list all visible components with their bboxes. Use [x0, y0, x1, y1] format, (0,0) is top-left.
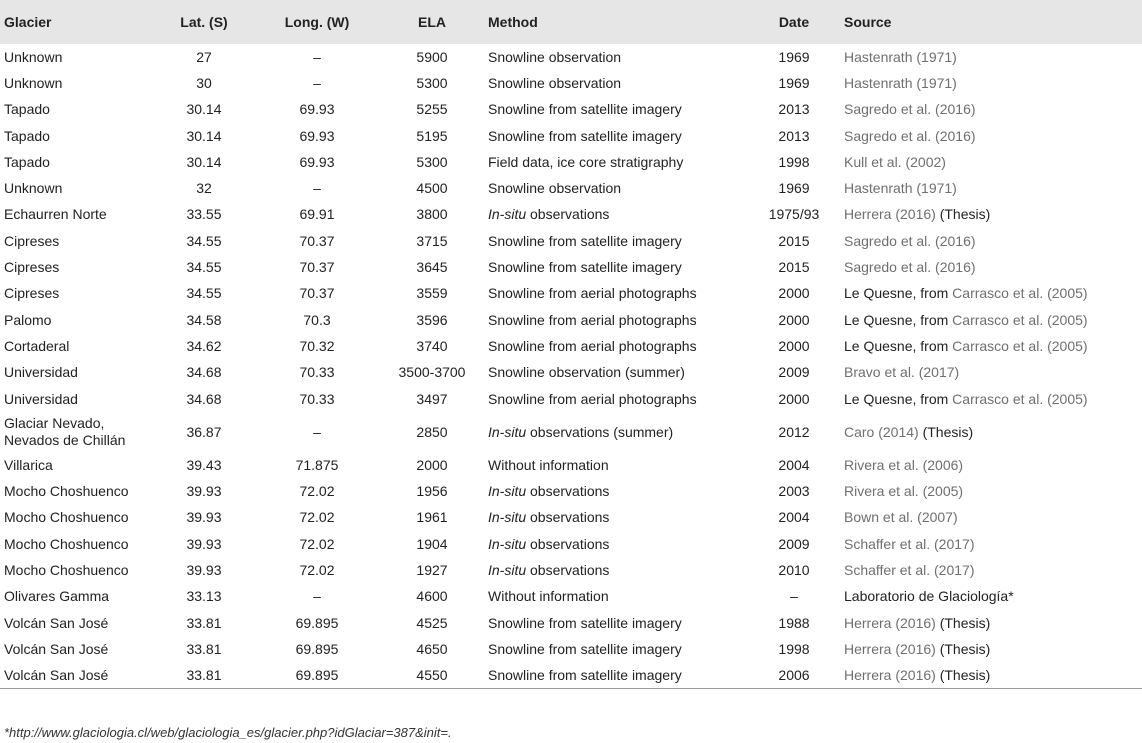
source-prefix: Le Quesne, from	[844, 337, 953, 354]
table-body	[0, 44, 1142, 689]
source-link[interactable]: Schaffer et al. (2017)	[844, 535, 975, 552]
cell-date: 2013	[778, 101, 810, 118]
cell-glacier: Unknown	[4, 48, 63, 65]
cell-lat: 27	[196, 48, 212, 65]
cell-ela: 3559	[416, 285, 448, 302]
cell-long: 70.33	[299, 364, 335, 381]
cell-ela: 1927	[416, 561, 448, 578]
cell-method: Field data, ice core stratigraphy	[488, 153, 684, 170]
cell-lat: 33.81	[186, 666, 222, 683]
cell-method: Snowline observation	[488, 180, 622, 197]
cell-glacier: Cipreses	[4, 232, 60, 249]
cell-glacier: Cortaderal	[4, 337, 70, 354]
cell-long: 72.02	[299, 561, 335, 578]
cell-lat: 39.43	[186, 456, 222, 473]
cell-lat: 33.81	[186, 640, 222, 657]
cell-source	[844, 663, 1142, 689]
table-row	[0, 307, 1142, 333]
method-text: observations (summer)	[526, 423, 674, 440]
header-ela: ELA	[418, 14, 446, 30]
cell-method: Snowline from satellite imagery	[488, 666, 682, 683]
cell-lat: 39.93	[186, 535, 222, 552]
table-row	[0, 149, 1142, 175]
cell-date: 2013	[778, 127, 810, 144]
cell-date: 2004	[778, 456, 810, 473]
method-text: observations	[526, 535, 610, 552]
cell-long: 69.895	[295, 666, 339, 683]
method-italic: In-situ	[488, 206, 527, 223]
cell-glacier: Villarica	[4, 456, 53, 473]
table-row	[0, 228, 1142, 254]
cell-glacier: Cipreses	[4, 285, 60, 302]
source-suffix: (Thesis)	[935, 614, 991, 631]
cell-source	[844, 228, 1142, 254]
cell-date: 2012	[778, 423, 810, 440]
source-prefix: Le Quesne, from	[844, 390, 953, 407]
cell-glacier: Mocho Choshuenco	[4, 561, 129, 578]
cell-ela: 3740	[416, 337, 448, 354]
cell-source	[844, 97, 1142, 123]
cell-source	[844, 202, 1142, 228]
cell-long: –	[313, 48, 321, 65]
cell-long: 69.895	[295, 640, 339, 657]
source-link[interactable]: Bown et al. (2007)	[844, 509, 958, 526]
cell-source	[844, 123, 1142, 149]
cell-source	[844, 610, 1142, 636]
cell-method: Snowline from aerial photographs	[488, 390, 697, 407]
source-link[interactable]: Caro (2014)	[844, 423, 919, 440]
cell-date: 2006	[778, 666, 810, 683]
source-link[interactable]: Herrera (2016)	[844, 640, 936, 657]
cell-date: 1998	[778, 640, 810, 657]
cell-lat: 34.55	[186, 232, 222, 249]
cell-method	[488, 202, 750, 228]
cell-glacier: Unknown	[4, 180, 63, 197]
header-date: Date	[778, 14, 810, 30]
header-glacier: Glacier	[4, 14, 52, 30]
source-suffix: (Thesis)	[935, 206, 991, 223]
glacier-name: Glaciar Nevado,	[4, 415, 105, 432]
cell-long: 70.33	[299, 390, 335, 407]
source-link[interactable]: Sagredo et al. (2016)	[844, 232, 976, 249]
cell-method: Snowline from aerial photographs	[488, 311, 697, 328]
cell-glacier	[0, 412, 150, 452]
table-row	[0, 360, 1142, 386]
cell-method: Without information	[488, 456, 609, 473]
cell-source	[844, 584, 1142, 610]
table-row	[0, 557, 1142, 583]
cell-date: 2015	[778, 259, 810, 276]
cell-date: 2010	[778, 561, 810, 578]
cell-glacier: Palomo	[4, 311, 52, 328]
source-link[interactable]: Carrasco et al. (2005)	[952, 337, 1088, 354]
cell-long: 69.93	[299, 127, 335, 144]
cell-ela: 3497	[416, 390, 448, 407]
cell-ela: 1961	[416, 509, 448, 526]
cell-lat: 39.93	[186, 561, 222, 578]
cell-long: 70.3	[303, 311, 331, 328]
cell-long: –	[313, 588, 321, 605]
cell-method	[488, 412, 750, 452]
method-text: observations	[526, 483, 610, 500]
table-row	[0, 505, 1142, 531]
cell-glacier: Tapado	[4, 101, 50, 118]
cell-ela: 3645	[416, 259, 448, 276]
cell-method: Snowline from satellite imagery	[488, 101, 682, 118]
cell-glacier: Olivares Gamma	[4, 588, 110, 605]
source-link[interactable]: Herrera (2016)	[844, 614, 936, 631]
cell-glacier: Mocho Choshuenco	[4, 509, 129, 526]
cell-source	[844, 307, 1142, 333]
cell-ela: 5255	[416, 101, 448, 118]
cell-glacier: Echaurren Norte	[4, 206, 107, 223]
cell-method	[488, 478, 750, 504]
table-row	[0, 44, 1142, 70]
cell-lat: 34.68	[186, 364, 222, 381]
cell-source	[844, 412, 1142, 452]
source-link[interactable]: Sagredo et al. (2016)	[844, 101, 976, 118]
cell-glacier: Mocho Choshuenco	[4, 483, 129, 500]
footnote: *http://www.glaciologia.cl/web/glaciologia_es/glacier.php?idGlaciar=387&init=.	[4, 725, 452, 740]
cell-date: 2004	[778, 509, 810, 526]
table-row	[0, 254, 1142, 280]
cell-date: 2000	[778, 285, 810, 302]
cell-ela: 4550	[416, 666, 448, 683]
source-suffix: (Thesis)	[918, 423, 974, 440]
table-row	[0, 333, 1142, 359]
table-row	[0, 531, 1142, 557]
cell-long: 72.02	[299, 509, 335, 526]
method-text: observations	[526, 509, 610, 526]
cell-ela: 2850	[416, 423, 448, 440]
table-row	[0, 97, 1142, 123]
cell-source	[844, 557, 1142, 583]
cell-method	[488, 531, 750, 557]
cell-lat: 39.93	[186, 483, 222, 500]
cell-date: 2009	[778, 364, 810, 381]
cell-long: 69.91	[299, 206, 335, 223]
method-italic: In-situ	[488, 509, 527, 526]
source-prefix: Le Quesne, from	[844, 285, 953, 302]
cell-glacier: Volcán San José	[4, 640, 109, 657]
cell-method: Snowline from aerial photographs	[488, 285, 697, 302]
cell-long: 69.895	[295, 614, 339, 631]
cell-source	[844, 478, 1142, 504]
cell-lat: 32	[196, 180, 212, 197]
source-link[interactable]: Herrera (2016)	[844, 666, 936, 683]
cell-lat: 30	[196, 74, 212, 91]
source-text: Laboratorio de Glaciología*	[844, 588, 1014, 605]
cell-method: Snowline from satellite imagery	[488, 640, 682, 657]
cell-lat: 34.55	[186, 285, 222, 302]
source-link[interactable]: Sagredo et al. (2016)	[844, 259, 976, 276]
table-row	[0, 281, 1142, 307]
cell-ela: 4650	[416, 640, 448, 657]
cell-source	[844, 636, 1142, 662]
cell-date: 1969	[778, 74, 810, 91]
source-suffix: (Thesis)	[935, 640, 991, 657]
table-row	[0, 123, 1142, 149]
table-row	[0, 412, 1142, 452]
cell-glacier: Volcán San José	[4, 666, 109, 683]
source-link[interactable]: Hastenrath (1971)	[844, 180, 957, 197]
cell-source	[844, 149, 1142, 175]
cell-ela: 5900	[416, 48, 448, 65]
cell-lat: 30.14	[186, 153, 222, 170]
glacier-name-line2: Nevados de Chillán	[4, 432, 126, 449]
cell-ela: 5195	[416, 127, 448, 144]
source-link[interactable]: Hastenrath (1971)	[844, 74, 957, 91]
cell-date: 2000	[778, 337, 810, 354]
source-prefix: Le Quesne, from	[844, 311, 953, 328]
cell-ela: 1956	[416, 483, 448, 500]
cell-glacier: Volcán San José	[4, 614, 109, 631]
cell-lat: 33.81	[186, 614, 222, 631]
header-long: Long. (W)	[284, 14, 350, 30]
cell-source	[844, 505, 1142, 531]
method-italic: In-situ	[488, 483, 527, 500]
cell-glacier: Cipreses	[4, 259, 60, 276]
source-link[interactable]: Sagredo et al. (2016)	[844, 127, 976, 144]
cell-date: 2009	[778, 535, 810, 552]
cell-date: 1988	[778, 614, 810, 631]
cell-long: 70.37	[299, 285, 335, 302]
method-italic: In-situ	[488, 423, 527, 440]
cell-date: 1969	[778, 48, 810, 65]
table-row	[0, 202, 1142, 228]
cell-method	[488, 557, 750, 583]
cell-long: –	[313, 423, 321, 440]
cell-ela: 4500	[416, 180, 448, 197]
cell-lat: 36.87	[186, 423, 222, 440]
source-link[interactable]: Rivera et al. (2005)	[844, 483, 964, 500]
cell-ela: 5300	[416, 153, 448, 170]
cell-glacier: Tapado	[4, 153, 50, 170]
cell-ela: 3800	[416, 206, 448, 223]
cell-method: Snowline observation	[488, 74, 622, 91]
cell-long: 72.02	[299, 483, 335, 500]
cell-glacier: Universidad	[4, 390, 78, 407]
cell-ela: 3500-3700	[398, 364, 466, 381]
source-link[interactable]: Kull et al. (2002)	[844, 153, 946, 170]
cell-lat: 33.55	[186, 206, 222, 223]
table-row	[0, 584, 1142, 610]
cell-long: 70.37	[299, 259, 335, 276]
cell-method: Snowline observation	[488, 48, 622, 65]
source-link[interactable]: Schaffer et al. (2017)	[844, 561, 975, 578]
table-row	[0, 636, 1142, 662]
source-link[interactable]: Herrera (2016)	[844, 206, 936, 223]
cell-source	[844, 360, 1142, 386]
cell-source	[844, 386, 1142, 412]
cell-date: 1969	[778, 180, 810, 197]
cell-method: Snowline from aerial photographs	[488, 337, 697, 354]
method-text: observations	[526, 206, 610, 223]
cell-long: 72.02	[299, 535, 335, 552]
cell-lat: 30.14	[186, 101, 222, 118]
source-suffix: (Thesis)	[935, 666, 991, 683]
cell-source	[844, 333, 1142, 359]
cell-method: Snowline from satellite imagery	[488, 127, 682, 144]
cell-glacier: Tapado	[4, 127, 50, 144]
source-link[interactable]: Carrasco et al. (2005)	[952, 285, 1088, 302]
cell-source	[844, 175, 1142, 201]
cell-lat: 33.13	[186, 588, 222, 605]
header-source: Source	[844, 14, 892, 30]
header-row	[0, 0, 1142, 44]
cell-date: 1998	[778, 153, 810, 170]
cell-long: 70.37	[299, 232, 335, 249]
cell-long: –	[313, 74, 321, 91]
table-row	[0, 610, 1142, 636]
cell-source	[844, 531, 1142, 557]
cell-ela: 2000	[416, 456, 448, 473]
cell-source	[844, 281, 1142, 307]
cell-date: –	[790, 588, 798, 605]
table-row	[0, 663, 1142, 689]
source-link[interactable]: Carrasco et al. (2005)	[952, 390, 1088, 407]
cell-method: Snowline from satellite imagery	[488, 232, 682, 249]
method-italic: In-situ	[488, 561, 527, 578]
cell-source	[844, 254, 1142, 280]
cell-method	[488, 505, 750, 531]
cell-ela: 3596	[416, 311, 448, 328]
cell-method: Snowline observation (summer)	[488, 364, 685, 381]
cell-glacier: Unknown	[4, 74, 63, 91]
cell-long: 69.93	[299, 101, 335, 118]
cell-long: –	[313, 180, 321, 197]
source-link[interactable]: Rivera et al. (2006)	[844, 456, 964, 473]
header-lat: Lat. (S)	[180, 14, 228, 30]
cell-lat: 34.55	[186, 259, 222, 276]
cell-source	[844, 44, 1142, 70]
cell-lat: 34.68	[186, 390, 222, 407]
cell-glacier: Mocho Choshuenco	[4, 535, 129, 552]
source-link[interactable]: Hastenrath (1971)	[844, 48, 957, 65]
cell-lat: 34.58	[186, 311, 222, 328]
source-link[interactable]: Carrasco et al. (2005)	[952, 311, 1088, 328]
cell-ela: 3715	[416, 232, 448, 249]
method-text: observations	[526, 561, 610, 578]
cell-lat: 39.93	[186, 509, 222, 526]
cell-lat: 34.62	[186, 337, 222, 354]
method-italic: In-situ	[488, 535, 527, 552]
cell-method: Snowline from satellite imagery	[488, 614, 682, 631]
cell-long: 71.875	[295, 456, 339, 473]
table-row	[0, 452, 1142, 478]
cell-date: 2000	[778, 390, 810, 407]
cell-ela: 5300	[416, 74, 448, 91]
cell-method: Snowline from satellite imagery	[488, 259, 682, 276]
cell-ela: 4600	[416, 588, 448, 605]
cell-lat: 30.14	[186, 127, 222, 144]
cell-long: 70.32	[299, 337, 335, 354]
cell-date: 2003	[778, 483, 810, 500]
cell-date: 2000	[778, 311, 810, 328]
table-row	[0, 478, 1142, 504]
cell-ela: 1904	[416, 535, 448, 552]
header-method: Method	[488, 14, 538, 30]
cell-ela: 4525	[416, 614, 448, 631]
cell-date: 2015	[778, 232, 810, 249]
cell-method: Without information	[488, 588, 609, 605]
source-link[interactable]: Bravo et al. (2017)	[844, 364, 960, 381]
cell-glacier: Universidad	[4, 364, 78, 381]
cell-source	[844, 452, 1142, 478]
cell-source	[844, 70, 1142, 96]
cell-date: 1975/93	[768, 206, 820, 223]
table-row	[0, 70, 1142, 96]
cell-long: 69.93	[299, 153, 335, 170]
table-row	[0, 175, 1142, 201]
table-row	[0, 386, 1142, 412]
